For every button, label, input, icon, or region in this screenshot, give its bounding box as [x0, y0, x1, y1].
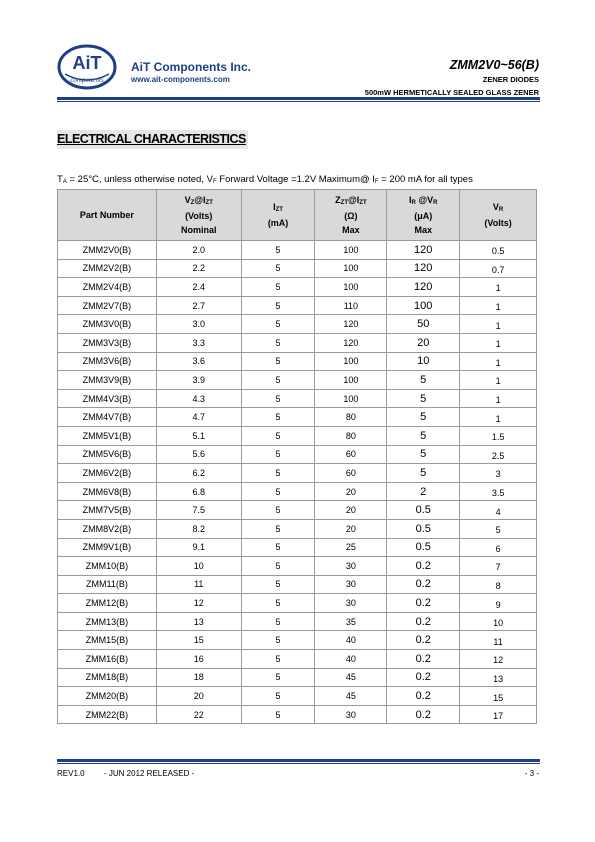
table-row — [58, 371, 537, 390]
cell-izt: 5 — [241, 464, 315, 483]
cell-izt: 5 — [241, 612, 315, 631]
cell-vr: 13 — [460, 668, 537, 687]
cell-ir: 100 — [387, 296, 460, 315]
table-row — [58, 687, 537, 706]
table-row — [58, 668, 537, 687]
cell-vr: 1 — [460, 371, 537, 390]
cell-zzt: 20 — [315, 482, 387, 501]
cell-zzt: 100 — [315, 389, 387, 408]
cell-part-number: ZMM3V9(B) — [58, 371, 157, 390]
footer-rule — [57, 759, 540, 762]
cell-izt: 5 — [241, 519, 315, 538]
cell-vr: 10 — [460, 612, 537, 631]
cell-vz: 3.9 — [156, 371, 241, 390]
table-row — [58, 259, 537, 278]
cell-izt: 5 — [241, 575, 315, 594]
col-izt: $I_{ZT}$ (mA) — [241, 190, 315, 241]
cell-vr: 1.5 — [460, 426, 537, 445]
cell-vr: 9 — [460, 594, 537, 613]
cell-vr: 1 — [460, 278, 537, 297]
footer-rule-thin — [57, 763, 540, 764]
company-logo — [57, 44, 117, 90]
cell-vr: 0.5 — [460, 241, 537, 260]
cell-vz: 2.2 — [156, 259, 241, 278]
cell-izt: 5 — [241, 594, 315, 613]
cell-zzt: 30 — [315, 705, 387, 724]
cell-vz: 15 — [156, 631, 241, 650]
cell-ir: 0.2 — [387, 631, 460, 650]
cell-part-number: ZMM18(B) — [58, 668, 157, 687]
cell-izt: 5 — [241, 408, 315, 427]
col-vr: $V_R$ (Volts) — [460, 190, 537, 241]
cell-zzt: 40 — [315, 631, 387, 650]
cell-part-number: ZMM8V2(B) — [58, 519, 157, 538]
cell-vz: 4.7 — [156, 408, 241, 427]
cell-zzt: 30 — [315, 594, 387, 613]
cell-ir: 0.2 — [387, 575, 460, 594]
cell-ir: 5 — [387, 389, 460, 408]
col-vz: $V_Z@I_{ZT}$ (Volts) Nominal — [156, 190, 241, 241]
part-subtitle-description: 500mW HERMETICALLY SEALED GLASS ZENER — [364, 88, 539, 97]
cell-vz: 12 — [156, 594, 241, 613]
col-zzt: $Z_{ZT}@I_{ZT}$ (Ω) Max — [315, 190, 387, 241]
cell-part-number: ZMM4V3(B) — [58, 389, 157, 408]
cell-zzt: 20 — [315, 519, 387, 538]
cell-vr: 7 — [460, 557, 537, 576]
cell-vz: 2.4 — [156, 278, 241, 297]
cell-part-number: ZMM2V0(B) — [58, 241, 157, 260]
table-row — [58, 538, 537, 557]
cell-izt: 5 — [241, 278, 315, 297]
cell-part-number: ZMM3V0(B) — [58, 315, 157, 334]
cell-ir: 0.2 — [387, 668, 460, 687]
cell-vz: 16 — [156, 650, 241, 669]
cell-izt: 5 — [241, 241, 315, 260]
table-row — [58, 352, 537, 371]
cell-part-number: ZMM6V8(B) — [58, 482, 157, 501]
cell-zzt: 25 — [315, 538, 387, 557]
cell-izt: 5 — [241, 705, 315, 724]
cell-ir: 0.2 — [387, 612, 460, 631]
cell-part-number: ZMM5V1(B) — [58, 426, 157, 445]
cell-ir: 2 — [387, 482, 460, 501]
cell-part-number: ZMM2V4(B) — [58, 278, 157, 297]
table-row — [58, 445, 537, 464]
cell-zzt: 80 — [315, 426, 387, 445]
cell-vr: 5 — [460, 519, 537, 538]
cell-izt: 5 — [241, 501, 315, 520]
table-row — [58, 482, 537, 501]
test-conditions: $T_A = 25^\circ C$, unless otherwise noted, $V_F$ Forward Voltage =1.2V Maximum@ $I_F = 200$ mA for all types — [57, 174, 473, 185]
cell-vr: 17 — [460, 705, 537, 724]
cell-izt: 5 — [241, 687, 315, 706]
company-name: AiT Components Inc. — [131, 60, 251, 74]
cell-vr: 1 — [460, 296, 537, 315]
release-date: - JUN 2012 RELEASED - — [104, 769, 195, 778]
cell-izt: 5 — [241, 482, 315, 501]
cell-part-number: ZMM13(B) — [58, 612, 157, 631]
cell-vz: 9.1 — [156, 538, 241, 557]
cell-vr: 1 — [460, 408, 537, 427]
cell-vr: 2.5 — [460, 445, 537, 464]
cell-izt: 5 — [241, 296, 315, 315]
col-part-number: Part Number — [58, 190, 157, 241]
cell-izt: 5 — [241, 445, 315, 464]
cell-zzt: 120 — [315, 315, 387, 334]
table-row — [58, 389, 537, 408]
cell-ir: 120 — [387, 241, 460, 260]
col-ir: $I_R$ $@V_R$ (μA) Max — [387, 190, 460, 241]
table-body — [58, 241, 537, 724]
cell-part-number: ZMM22(B) — [58, 705, 157, 724]
table-row — [58, 612, 537, 631]
cell-izt: 5 — [241, 333, 315, 352]
cell-izt: 5 — [241, 315, 315, 334]
cell-ir: 0.2 — [387, 594, 460, 613]
cell-vr: 1 — [460, 352, 537, 371]
table-row — [58, 557, 537, 576]
company-block — [131, 61, 251, 84]
table-row — [58, 426, 537, 445]
cell-vr: 6 — [460, 538, 537, 557]
cell-ir: 5 — [387, 371, 460, 390]
company-website: www.ait-components.com — [131, 75, 230, 84]
cell-vz: 3.0 — [156, 315, 241, 334]
cell-zzt: 100 — [315, 352, 387, 371]
table-row — [58, 705, 537, 724]
cell-zzt: 120 — [315, 333, 387, 352]
cell-ir: 120 — [387, 259, 460, 278]
cell-zzt: 60 — [315, 464, 387, 483]
table-row — [58, 241, 537, 260]
cell-izt: 5 — [241, 259, 315, 278]
cell-zzt: 30 — [315, 557, 387, 576]
cell-vz: 8.2 — [156, 519, 241, 538]
table-row — [58, 650, 537, 669]
cell-izt: 5 — [241, 371, 315, 390]
cell-izt: 5 — [241, 389, 315, 408]
cell-vz: 3.3 — [156, 333, 241, 352]
cell-zzt: 40 — [315, 650, 387, 669]
cell-vz: 13 — [156, 612, 241, 631]
cell-part-number: ZMM20(B) — [58, 687, 157, 706]
cell-vr: 1 — [460, 315, 537, 334]
cell-part-number: ZMM3V6(B) — [58, 352, 157, 371]
revision-label: REV1.0 — [57, 769, 85, 778]
cell-zzt: 110 — [315, 296, 387, 315]
cell-ir: 120 — [387, 278, 460, 297]
cell-vr: 1 — [460, 389, 537, 408]
table-row — [58, 296, 537, 315]
cell-zzt: 100 — [315, 241, 387, 260]
cell-vz: 5.1 — [156, 426, 241, 445]
cell-ir: 5 — [387, 408, 460, 427]
table-row — [58, 631, 537, 650]
cell-part-number: ZMM10(B) — [58, 557, 157, 576]
cell-zzt: 100 — [315, 371, 387, 390]
cell-part-number: ZMM9V1(B) — [58, 538, 157, 557]
cell-zzt: 20 — [315, 501, 387, 520]
part-subtitle-type: ZENER DIODES — [482, 75, 539, 84]
cell-vr: 11 — [460, 631, 537, 650]
cell-part-number: ZMM4V7(B) — [58, 408, 157, 427]
table-row — [58, 594, 537, 613]
cell-vz: 6.2 — [156, 464, 241, 483]
part-title: ZMM2V0~56(B) — [449, 58, 539, 72]
cell-ir: 5 — [387, 426, 460, 445]
cell-ir: 0.5 — [387, 519, 460, 538]
table-row — [58, 278, 537, 297]
table-row — [58, 575, 537, 594]
table-row — [58, 464, 537, 483]
cell-vz: 20 — [156, 687, 241, 706]
table-header-row — [58, 190, 537, 241]
electrical-characteristics-table — [57, 189, 537, 724]
cell-part-number: ZMM3V3(B) — [58, 333, 157, 352]
cell-izt: 5 — [241, 557, 315, 576]
header-rule — [57, 97, 540, 100]
cell-ir: 0.2 — [387, 650, 460, 669]
cell-vz: 7.5 — [156, 501, 241, 520]
cell-ir: 0.5 — [387, 538, 460, 557]
cell-vr: 4 — [460, 501, 537, 520]
cell-vr: 12 — [460, 650, 537, 669]
table-row — [58, 408, 537, 427]
cell-ir: 20 — [387, 333, 460, 352]
table-row — [58, 333, 537, 352]
cell-vz: 18 — [156, 668, 241, 687]
cell-izt: 5 — [241, 352, 315, 371]
table-row — [58, 519, 537, 538]
cell-vr: 15 — [460, 687, 537, 706]
table-row — [58, 501, 537, 520]
cell-vz: 2.7 — [156, 296, 241, 315]
cell-vz: 22 — [156, 705, 241, 724]
cell-izt: 5 — [241, 538, 315, 557]
cell-vz: 3.6 — [156, 352, 241, 371]
cell-zzt: 100 — [315, 259, 387, 278]
cell-vr: 1 — [460, 333, 537, 352]
cell-izt: 5 — [241, 426, 315, 445]
cell-ir: 0.5 — [387, 501, 460, 520]
cell-vr: 0.7 — [460, 259, 537, 278]
cell-vz: 6.8 — [156, 482, 241, 501]
cell-vz: 4.3 — [156, 389, 241, 408]
cell-zzt: 60 — [315, 445, 387, 464]
svg-text:components: components — [70, 76, 104, 84]
cell-ir: 5 — [387, 445, 460, 464]
cell-ir: 0.2 — [387, 705, 460, 724]
cell-part-number: ZMM7V5(B) — [58, 501, 157, 520]
cell-zzt: 80 — [315, 408, 387, 427]
cell-izt: 5 — [241, 631, 315, 650]
cell-izt: 5 — [241, 668, 315, 687]
cell-izt: 5 — [241, 650, 315, 669]
cell-vr: 3.5 — [460, 482, 537, 501]
cell-part-number: ZMM5V6(B) — [58, 445, 157, 464]
cell-vz: 2.0 — [156, 241, 241, 260]
cell-ir: 0.2 — [387, 557, 460, 576]
cell-part-number: ZMM15(B) — [58, 631, 157, 650]
cell-ir: 0.2 — [387, 687, 460, 706]
cell-part-number: ZMM12(B) — [58, 594, 157, 613]
cell-vr: 8 — [460, 575, 537, 594]
cell-zzt: 45 — [315, 668, 387, 687]
section-title: ELECTRICAL CHARACTERISTICS — [57, 130, 248, 149]
cell-part-number: ZMM11(B) — [58, 575, 157, 594]
page-number: - 3 - — [524, 769, 539, 778]
header-rule-thin — [57, 101, 540, 102]
cell-vz: 10 — [156, 557, 241, 576]
cell-ir: 10 — [387, 352, 460, 371]
svg-text:AiT: AiT — [72, 53, 102, 73]
cell-ir: 50 — [387, 315, 460, 334]
cell-vz: 11 — [156, 575, 241, 594]
table-row — [58, 315, 537, 334]
cell-part-number: ZMM16(B) — [58, 650, 157, 669]
cell-part-number: ZMM6V2(B) — [58, 464, 157, 483]
cell-part-number: ZMM2V2(B) — [58, 259, 157, 278]
cell-ir: 5 — [387, 464, 460, 483]
cell-vr: 3 — [460, 464, 537, 483]
cell-zzt: 100 — [315, 278, 387, 297]
cell-part-number: ZMM2V7(B) — [58, 296, 157, 315]
cell-zzt: 30 — [315, 575, 387, 594]
cell-zzt: 35 — [315, 612, 387, 631]
cell-vz: 5.6 — [156, 445, 241, 464]
cell-zzt: 45 — [315, 687, 387, 706]
